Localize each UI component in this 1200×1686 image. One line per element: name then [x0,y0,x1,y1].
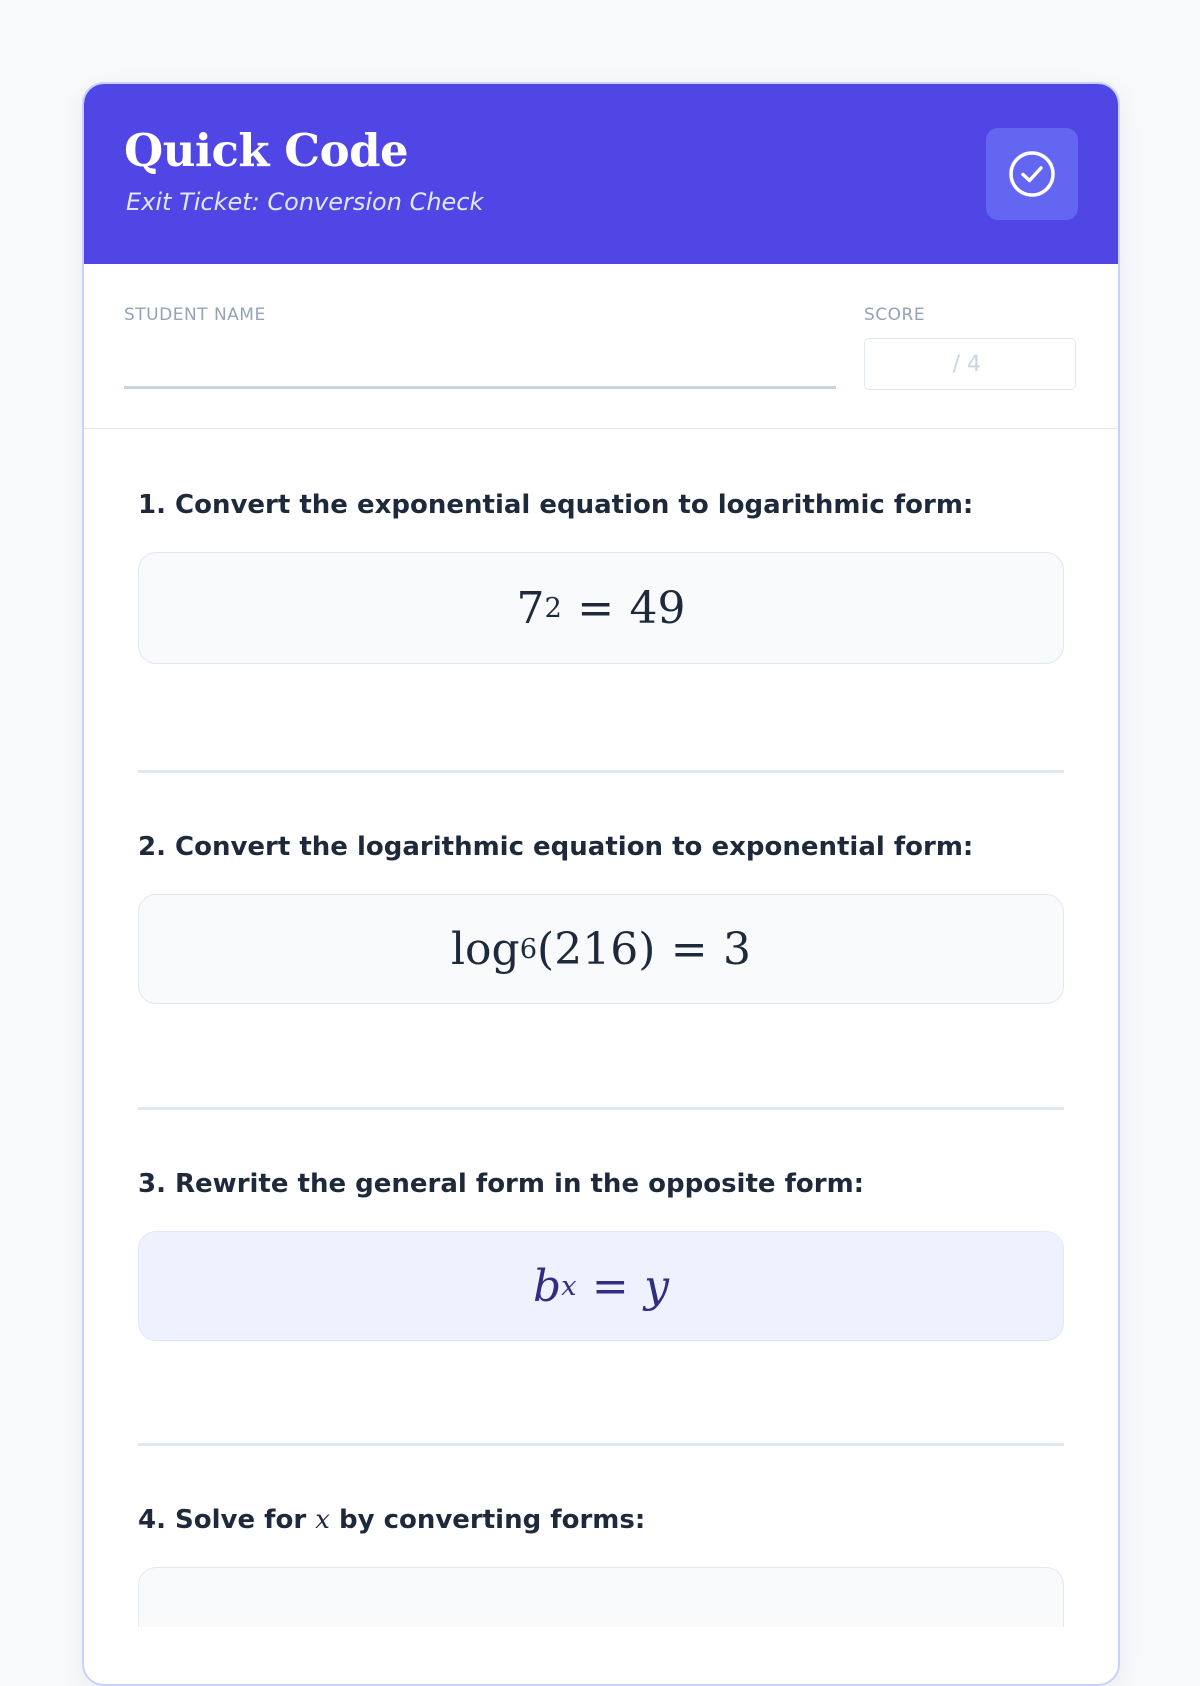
q4-prompt-var: x [315,1505,330,1535]
q1-base: 7 [516,582,545,634]
question-4-equation [138,1567,1064,1627]
q1-equals: = [577,582,615,634]
submit-check-button[interactable] [986,128,1078,220]
question-4-prompt [138,1505,645,1535]
card-header [84,84,1118,264]
q1-rhs: 49 [629,582,686,634]
divider [138,1107,1064,1110]
q3-rhs: y [644,1260,670,1312]
question-2-equation [138,894,1064,1004]
q2-arg: (216) [537,923,656,975]
score-label-text: SCORE [864,305,926,325]
q3-base: b [532,1260,562,1312]
question-1-prompt: 1. Convert the exponential equation to logarithmic form: [138,490,974,520]
question-1-equation [138,552,1064,664]
q3-exponent: x [561,1270,577,1302]
q1-exponent: 2 [544,592,562,624]
page-subtitle: Exit Ticket: Conversion Check [126,188,484,216]
question-3-equation [138,1231,1064,1341]
score-suffix: / 4 [952,351,981,377]
student-name-input[interactable] [124,386,836,389]
divider [138,1443,1064,1446]
q2-equals: = [670,923,708,975]
student-name-label-text: STUDENT NAME [124,305,266,325]
q2-rhs: 3 [723,923,752,975]
page-title: Quick Code [124,124,409,177]
score-input[interactable] [864,338,1076,390]
q4-prompt-pre: 4. Solve for [138,1505,307,1535]
divider [138,770,1064,773]
check-circle-icon [1007,149,1057,199]
q2-sub: 6 [519,933,538,965]
question-3-prompt: 3. Rewrite the general form in the opposite form: [138,1169,865,1199]
question-2-prompt: 2. Convert the logarithmic equation to exponential form: [138,832,974,862]
q4-prompt-post: by converting forms: [338,1505,646,1535]
q3-equals: = [591,1260,629,1312]
q2-fn: log [450,923,520,975]
